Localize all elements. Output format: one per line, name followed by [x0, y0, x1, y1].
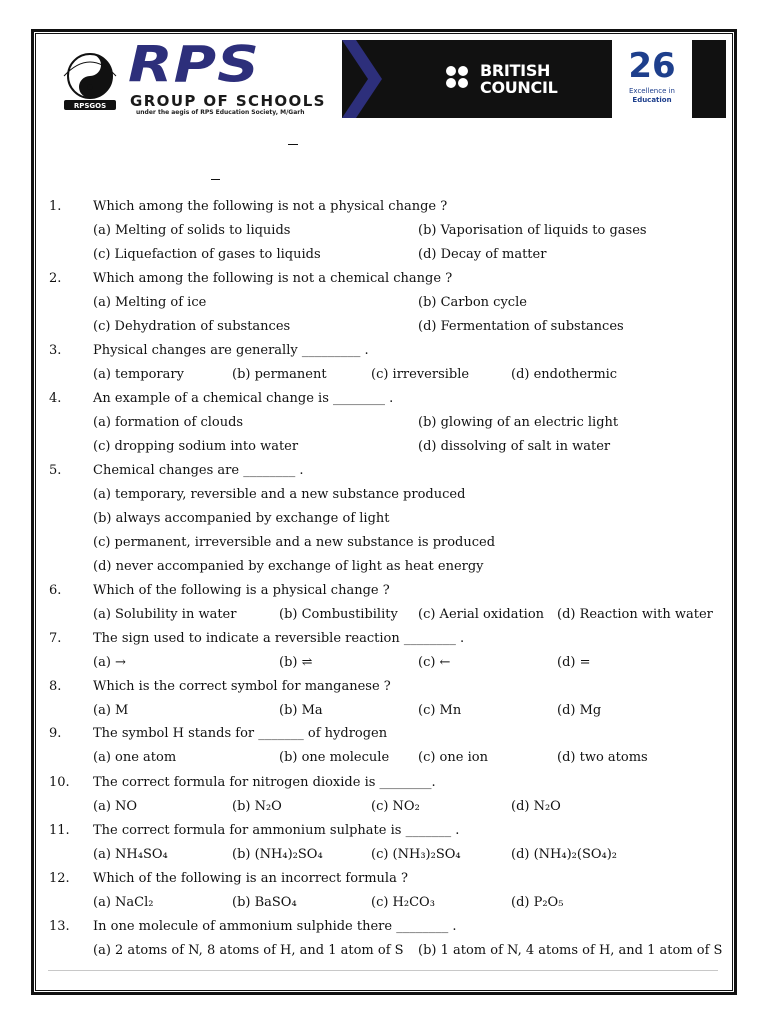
option: (c) Aerial oxidation	[418, 607, 545, 622]
option: (d) dissolving of salt in water	[418, 439, 611, 454]
question-number: 1.	[49, 199, 62, 214]
option-row	[0, 317, 768, 337]
brand-tagline: under the aegis of RPS Education Society, M/Garh	[136, 109, 305, 116]
option: (a) Melting of solids to liquids	[93, 223, 291, 238]
option: (b) 1 atom of N, 4 atoms of H, and 1 atom of S	[418, 943, 723, 958]
option: (b) Ma	[279, 703, 323, 718]
option: (d) (NH₄)₂(SO₄)₂	[511, 847, 618, 862]
option: (a) NaCl₂	[93, 895, 154, 910]
option: (d) Reaction with water	[557, 607, 713, 622]
option: (d) P₂O₅	[511, 895, 564, 910]
question-text: The sign used to indicate a reversible reaction ________ .	[93, 631, 465, 646]
option: (b) one molecule	[279, 750, 390, 765]
question-text: Chemical changes are ________ .	[93, 463, 304, 478]
question-number: 8.	[49, 679, 62, 694]
option: (d) Decay of matter	[418, 247, 547, 262]
option: (c) (NH₃)₂SO₄	[371, 847, 461, 862]
option: (b) BaSO₄	[232, 895, 297, 910]
option-row	[0, 893, 768, 913]
option: (c) one ion	[418, 750, 488, 765]
option: (d) endothermic	[511, 367, 618, 382]
option-row	[0, 653, 768, 673]
option: (a) one atom	[93, 750, 177, 765]
question-text: An example of a chemical change is ________ .	[93, 391, 394, 406]
question-row	[0, 724, 768, 744]
option-row	[0, 557, 768, 577]
option: (c) Mn	[418, 703, 462, 718]
option: (c) permanent, irreversible and a new substance is produced	[93, 535, 496, 550]
brand-logo: RPS	[128, 35, 260, 94]
option: (c) ←	[418, 655, 451, 670]
question-row	[0, 389, 768, 409]
option: (a) NH₄SO₄	[93, 847, 168, 862]
option-row	[0, 437, 768, 457]
question-text: Which of the following is an incorrect formula ?	[93, 871, 408, 886]
question-number: 7.	[49, 631, 62, 646]
question-row	[0, 629, 768, 649]
option-row	[0, 533, 768, 553]
option-row	[0, 365, 768, 385]
question-number: 3.	[49, 343, 62, 358]
option-row	[0, 748, 768, 768]
option: (c) dropping sodium into water	[93, 439, 299, 454]
option: (d) N₂O	[511, 799, 561, 814]
option-row	[0, 245, 768, 265]
option-row	[0, 605, 768, 625]
question-row	[0, 773, 768, 793]
option: (a) temporary, reversible and a new substance produced	[93, 487, 466, 502]
option: (b) (NH₄)₂SO₄	[232, 847, 323, 862]
option: (b) N₂O	[232, 799, 282, 814]
question-row	[0, 677, 768, 697]
question-row	[0, 461, 768, 481]
option: (a) Melting of ice	[93, 295, 207, 310]
option-row	[0, 941, 768, 961]
option: (b) Combustibility	[279, 607, 398, 622]
option: (b) Vaporisation of liquids to gases	[418, 223, 647, 238]
option: (d) two atoms	[557, 750, 648, 765]
question-number: 9.	[49, 726, 62, 741]
option-row	[0, 221, 768, 241]
option-row	[0, 293, 768, 313]
question-text: Which is the correct symbol for manganese ?	[93, 679, 391, 694]
badge-line-1: Excellence in	[629, 87, 675, 95]
emblem-label: RPSGOS	[73, 102, 107, 110]
option-row	[0, 485, 768, 505]
option: (b) glowing of an electric light	[418, 415, 619, 430]
option-row	[0, 413, 768, 433]
option: (d) Fermentation of substances	[418, 319, 624, 334]
question-number: 11.	[49, 823, 70, 838]
question-number: 13.	[49, 919, 70, 934]
option: (c) irreversible	[371, 367, 470, 382]
option-row	[0, 509, 768, 529]
option: (a) NO	[93, 799, 138, 814]
option: (d) never accompanied by exchange of light as heat energy	[93, 559, 484, 574]
question-row	[0, 869, 768, 889]
option: (b) always accompanied by exchange of light	[93, 511, 390, 526]
question-number: 6.	[49, 583, 62, 598]
question-text: Which among the following is not a physical change ?	[93, 199, 448, 214]
option-row	[0, 845, 768, 865]
option: (a) →	[93, 655, 126, 670]
option: (a) 2 atoms of N, 8 atoms of H, and 1 atom of S	[93, 943, 404, 958]
question-text: Physical changes are generally _________ .	[93, 343, 369, 358]
option: (a) temporary	[93, 367, 184, 382]
option: (a) M	[93, 703, 129, 718]
brand-group-name: GROUP OF SCHOOLS	[130, 92, 326, 110]
badge-number: 26	[628, 46, 676, 86]
question-text: Which of the following is a physical change ?	[93, 583, 390, 598]
option: (c) Dehydration of substances	[93, 319, 291, 334]
question-number: 10.	[49, 775, 70, 790]
question-number: 5.	[49, 463, 62, 478]
question-text: The correct formula for ammonium sulphate is _______ .	[93, 823, 460, 838]
question-number: 2.	[49, 271, 62, 286]
question-text: Which among the following is not a chemical change ?	[93, 271, 453, 286]
question-row	[0, 581, 768, 601]
question-number: 4.	[49, 391, 62, 406]
question-row	[0, 269, 768, 289]
question-text: The symbol H stands for _______ of hydrogen	[93, 726, 388, 741]
question-row	[0, 917, 768, 937]
option-row	[0, 797, 768, 817]
question-text: The correct formula for nitrogen dioxide is ________.	[93, 775, 436, 790]
option: (d) Mg	[557, 703, 602, 718]
option: (c) NO₂	[371, 799, 420, 814]
question-text: In one molecule of ammonium sulphide there ________ .	[93, 919, 457, 934]
question-row	[0, 341, 768, 361]
footer-divider	[48, 970, 718, 971]
question-row	[0, 197, 768, 217]
option: (a) formation of clouds	[93, 415, 244, 430]
option: (d) =	[557, 655, 591, 670]
option: (c) H₂CO₃	[371, 895, 435, 910]
option: (b) permanent	[232, 367, 327, 382]
option-row	[0, 701, 768, 721]
partner-line-2: COUNCIL	[480, 78, 558, 97]
option: (b) Carbon cycle	[418, 295, 527, 310]
question-row	[0, 821, 768, 841]
option: (c) Liquefaction of gases to liquids	[93, 247, 321, 262]
option: (b) ⇌	[279, 655, 313, 670]
badge-line-2: Education	[632, 96, 672, 104]
question-number: 12.	[49, 871, 70, 886]
option: (a) Solubility in water	[93, 607, 237, 622]
partner-line-1: BRITISH	[480, 61, 551, 80]
